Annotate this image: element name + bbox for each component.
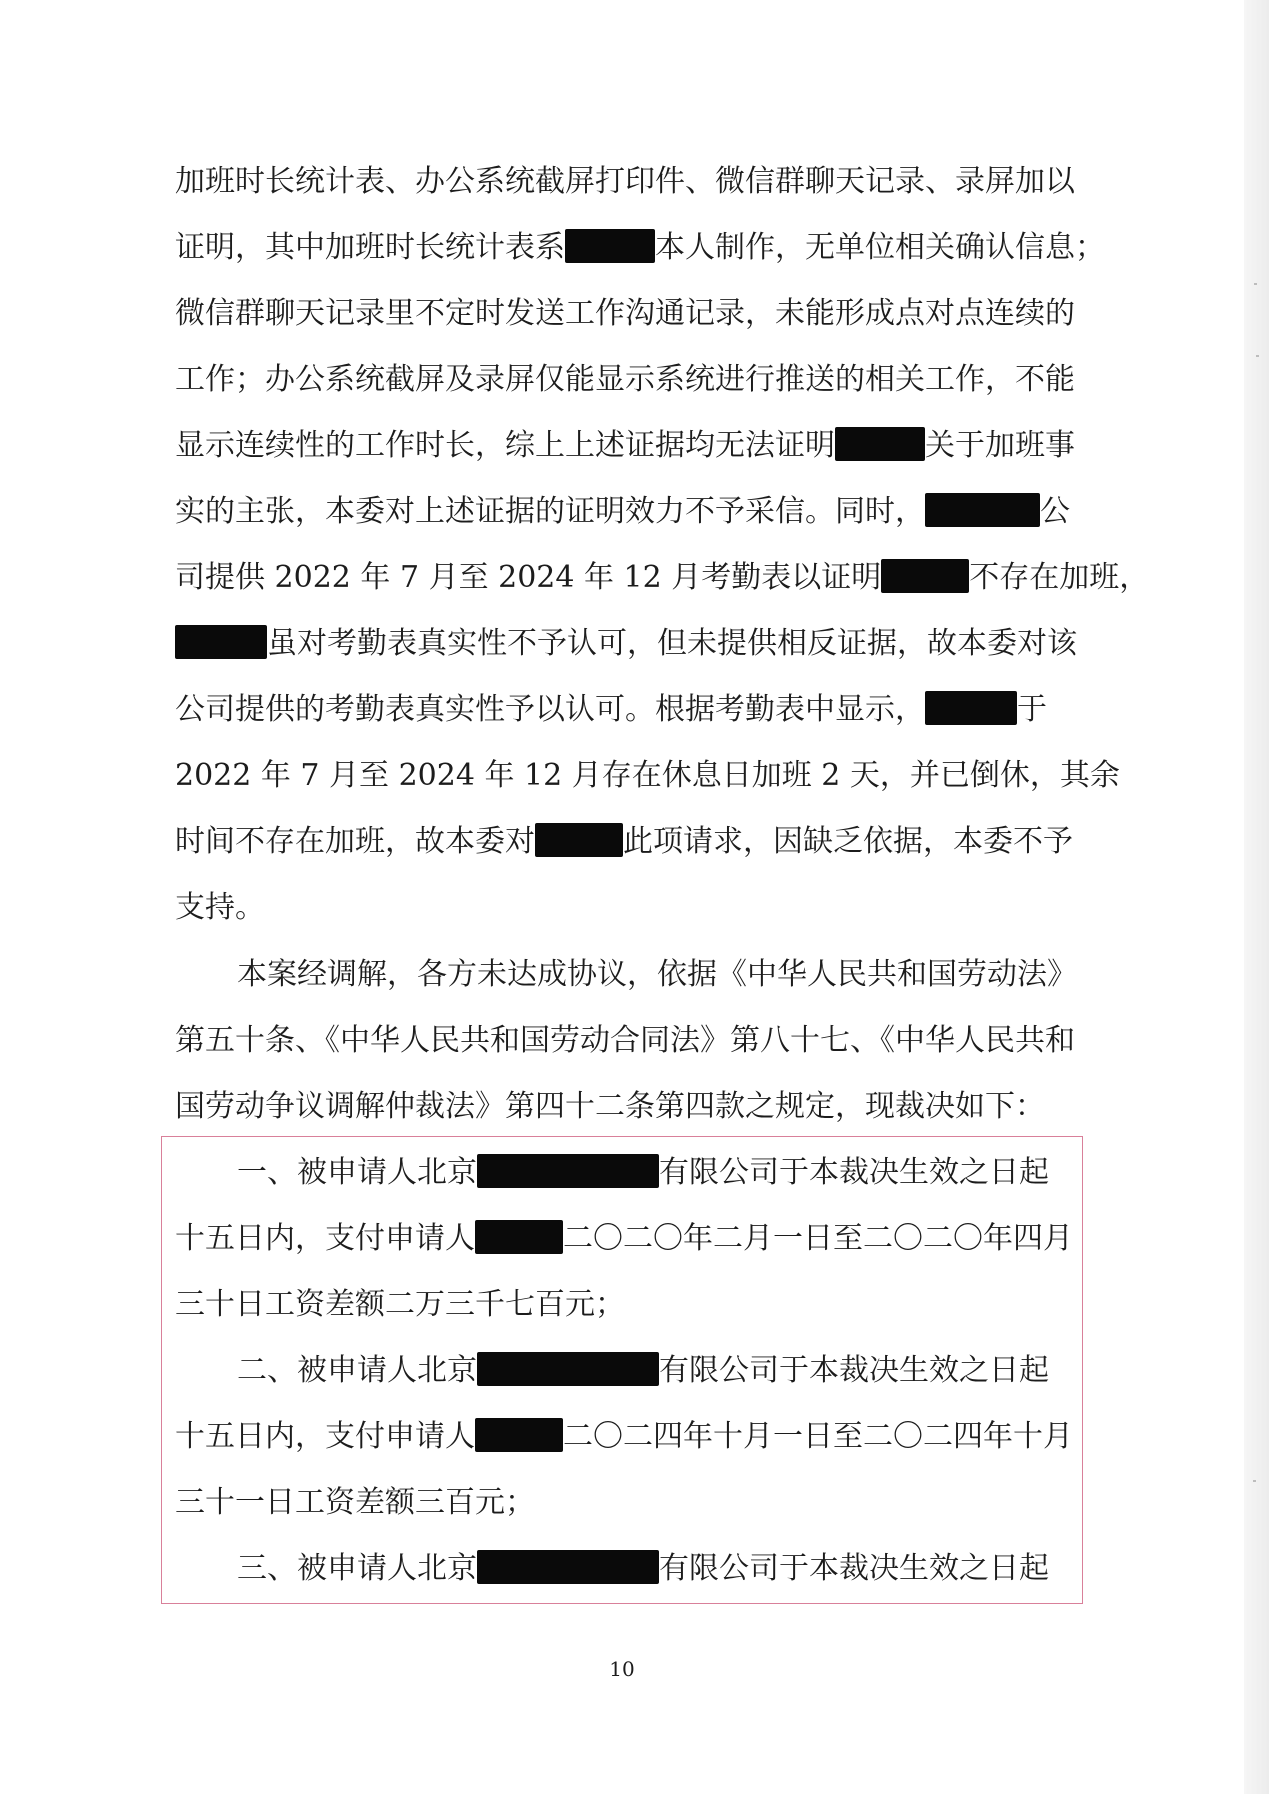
ruling-item-2-line: 二、被申请人北京 有限公司于本裁决生效之日起 xyxy=(237,1353,1049,1388)
ruling-item-1-line: 十五日内，支付申请人 二〇二〇年二月一日至二〇二〇年四月 xyxy=(175,1221,1073,1256)
text-line: 实的主张，本委对上述证据的证明效力不予采信。同时， 公 xyxy=(175,494,1070,529)
text-line: 司提供 2022 年 7 月至 2024 年 12 月考勤表以证明 不存在加班， xyxy=(175,560,1150,595)
text-line: 加班时长统计表、办公系统截屏打印件、微信群聊天记录、录屏加以 xyxy=(175,164,1075,199)
text-line: 国劳动争议调解仲裁法》第四十二条第四款之规定，现裁决如下： xyxy=(175,1089,1045,1124)
redaction-block xyxy=(925,493,1040,527)
text-line: 证明，其中加班时长统计表系 本人制作，无单位相关确认信息； xyxy=(175,230,1105,265)
text-line: 本案经调解，各方未达成协议，依据《中华人民共和国劳动法》 xyxy=(237,957,1077,992)
ruling-section xyxy=(175,1140,1075,1602)
ruling-item-1-line: 一、被申请人北京 有限公司于本裁决生效之日起 xyxy=(237,1155,1049,1190)
text-line: 2022 年 7 月至 2024 年 12 月存在休息日加班 2 天，并已倒休，其余 xyxy=(175,758,1120,793)
text-line: 虽对考勤表真实性不予认可，但未提供相反证据，故本委对该 xyxy=(175,611,1075,677)
ruling-item-2-line: 三十一日工资差额三百元； xyxy=(175,1485,535,1520)
ruling-item-1-line: 三十日工资差额二万三千七百元； xyxy=(175,1287,625,1322)
ruling-item-2-line: 十五日内，支付申请人 二〇二四年十月一日至二〇二四年十月 xyxy=(175,1419,1073,1454)
redaction-block xyxy=(535,823,623,857)
scan-page-edge xyxy=(1244,0,1269,1794)
evidence-paragraph xyxy=(175,149,1150,941)
redaction-block xyxy=(475,1220,563,1254)
redaction-block xyxy=(881,559,969,593)
text-line: 微信群聊天记录里不定时发送工作沟通记录，未能形成点对点连续的 xyxy=(175,296,1075,331)
ruling-item-3-line: 三、被申请人北京 有限公司于本裁决生效之日起 xyxy=(237,1551,1049,1586)
redaction-block xyxy=(477,1154,659,1188)
redaction-block xyxy=(477,1352,659,1386)
text-line: 显示连续性的工作时长，综上上述证据均无法证明 关于加班事 xyxy=(175,428,1075,463)
text-line: 第五十条、《中华人民共和国劳动合同法》第八十七、《中华人民共和 xyxy=(175,1023,1075,1058)
scan-speck xyxy=(1254,283,1257,285)
text-line: 工作；办公系统截屏及录屏仅能显示系统进行推送的相关工作，不能 xyxy=(175,362,1075,397)
redaction-block xyxy=(925,691,1017,725)
redaction-block xyxy=(565,229,655,263)
text-line: 公司提供的考勤表真实性予以认可。根据考勤表中显示， 于 xyxy=(175,692,1047,727)
redaction-block xyxy=(477,1550,659,1584)
text-line: 时间不存在加班，故本委对 此项请求，因缺乏依据，本委不予 xyxy=(175,824,1073,859)
redaction-block xyxy=(835,427,925,461)
redaction-block xyxy=(175,625,267,659)
text-line: 支持。 xyxy=(175,890,265,925)
mediation-paragraph xyxy=(175,942,1075,1140)
page-number: 10 xyxy=(609,1657,635,1681)
redaction-block xyxy=(475,1418,563,1452)
scan-speck xyxy=(1256,355,1259,357)
scan-speck xyxy=(1253,1480,1256,1482)
